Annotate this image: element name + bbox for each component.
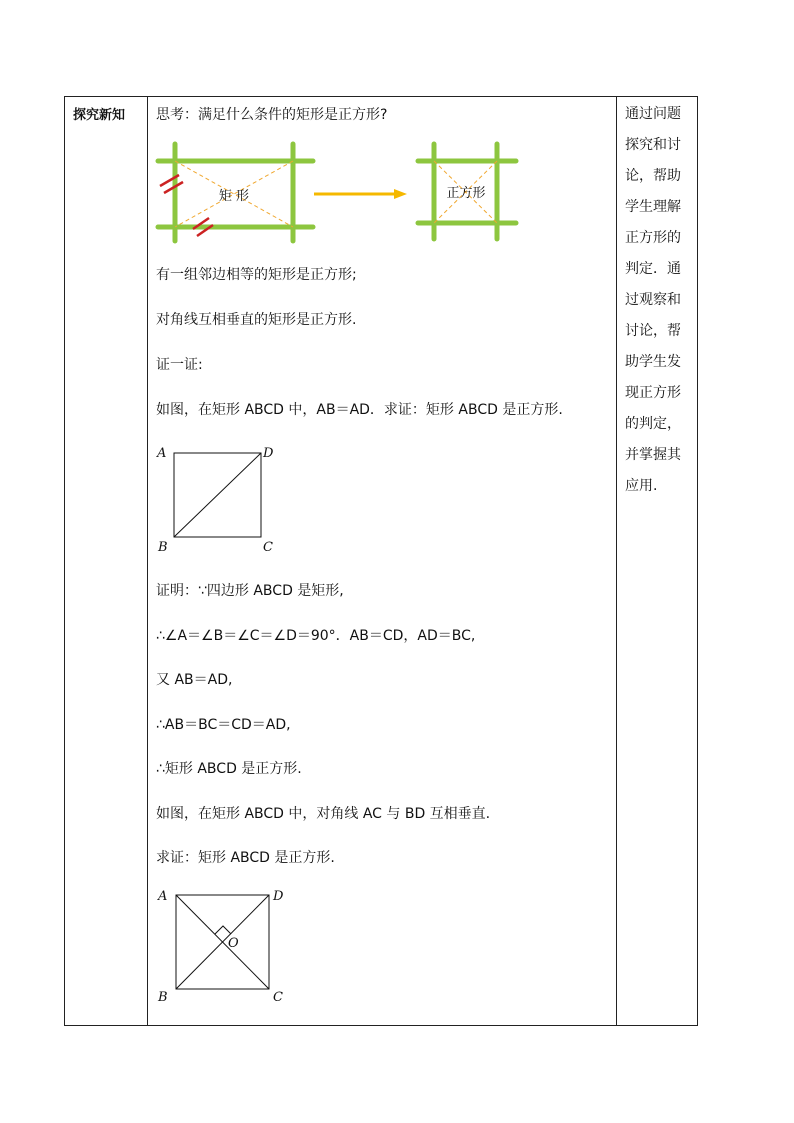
vertex-d-label: D bbox=[273, 889, 284, 904]
proof-line-5: ∴矩形 ABCD 是正方形. bbox=[156, 761, 302, 777]
prove-heading: 证一证: bbox=[156, 357, 203, 373]
rect-to-square-figure bbox=[148, 141, 616, 251]
vertex-a-label: A bbox=[157, 446, 167, 461]
vertex-d-label: D bbox=[263, 446, 274, 461]
proof-line-4: ∴AB＝BC＝CD＝AD, bbox=[156, 717, 291, 733]
think-question: 思考：满足什么条件的矩形是正方形? bbox=[156, 107, 388, 123]
diagonal-bd bbox=[174, 453, 261, 537]
problem-two: 如图，在矩形 ABCD 中，对角线 AC 与 BD 互相垂直. bbox=[156, 806, 491, 822]
proof-line-3: 又 AB＝AD, bbox=[156, 672, 233, 688]
lesson-table bbox=[64, 96, 698, 1026]
transform-arrow bbox=[314, 189, 407, 199]
teaching-note: 通过问题探究和讨论，帮助学生理解正方形的判定．通过观察和讨论，帮助学生发现正方形的判定，并掌握其应用. bbox=[625, 106, 681, 494]
note-cell bbox=[617, 97, 698, 1026]
rectangle-label: 矩 形 bbox=[218, 189, 250, 204]
proof-line-1: 证明：∵四边形 ABCD 是矩形, bbox=[156, 583, 344, 599]
vertex-a-label: A bbox=[158, 889, 168, 904]
content-cell bbox=[148, 97, 617, 1026]
square-label: 正方形 bbox=[446, 186, 486, 201]
vertex-b-label: B bbox=[158, 990, 168, 1005]
label-cell bbox=[65, 97, 148, 1026]
vertex-b-label: B bbox=[158, 540, 168, 555]
square-diagonals-figure bbox=[148, 887, 616, 1012]
proof-line-2: ∴∠A＝∠B＝∠C＝∠D＝90°．AB＝CD，AD＝BC, bbox=[156, 628, 476, 644]
statement-adjacent-sides: 有一组邻边相等的矩形是正方形; bbox=[156, 267, 357, 283]
vertex-c-label: C bbox=[273, 990, 283, 1005]
center-o-label: O bbox=[228, 936, 239, 951]
square-abcd-figure bbox=[148, 441, 616, 556]
statement-perpendicular-diagonals: 对角线互相垂直的矩形是正方形. bbox=[156, 312, 357, 328]
section-label: 探究新知 bbox=[73, 108, 126, 123]
right-angle-mark bbox=[215, 926, 231, 934]
problem-two-prove: 求证：矩形 ABCD 是正方形. bbox=[156, 850, 335, 866]
problem-one: 如图，在矩形 ABCD 中，AB＝AD．求证：矩形 ABCD 是正方形. bbox=[156, 402, 563, 418]
vertex-c-label: C bbox=[263, 540, 273, 555]
